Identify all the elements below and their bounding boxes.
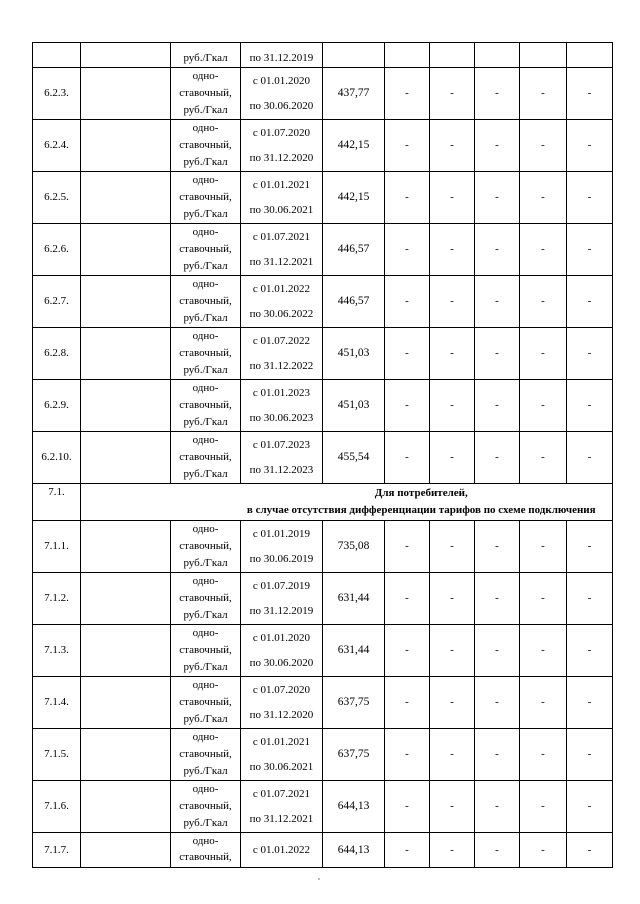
period-cell: [241, 625, 323, 677]
dash-cell: -: [430, 573, 475, 625]
tariff-type-line: ставочный,: [179, 644, 232, 656]
dash-cell: -: [567, 432, 613, 484]
period-cell: [241, 521, 323, 573]
dash-cell: -: [567, 625, 613, 677]
tariff-value: 631,44: [323, 573, 385, 625]
period-end: по 30.06.2020: [249, 100, 314, 112]
tariff-value: 442,15: [323, 120, 385, 172]
period-cell: [241, 432, 323, 484]
tariff-unit: руб./Гкал: [183, 416, 228, 428]
period-end: по 30.06.2021: [249, 761, 314, 773]
dash-cell: -: [430, 781, 475, 833]
tariff-unit: руб./Гкал: [183, 208, 228, 220]
tariff-type: [171, 625, 241, 677]
period-cell: [241, 729, 323, 781]
period-start: с 01.01.2022: [252, 283, 311, 295]
tariff-type-line: ставочный,: [179, 748, 232, 760]
period-start: с 01.07.2023: [252, 439, 311, 451]
period-start: с 01.01.2020: [252, 632, 311, 644]
tariff-type-line: ставочный,: [179, 696, 232, 708]
group-header: [33, 484, 613, 521]
dash-cell: -: [475, 172, 520, 224]
empty-cell: [81, 224, 171, 276]
dash-cell: -: [567, 172, 613, 224]
tariff-unit: руб./Гкал: [183, 312, 228, 324]
tariff-type-line: ставочный,: [179, 191, 232, 203]
tariff-type-line: одно-: [192, 226, 219, 238]
tariff-type-line: одно-: [192, 523, 219, 535]
period-end: по 30.06.2023: [249, 412, 314, 424]
tariff-type-line: одно-: [192, 70, 219, 82]
tariff-type-line: одно-: [192, 783, 219, 795]
dash-cell: -: [475, 521, 520, 573]
dash-cell: -: [520, 276, 567, 328]
table-row: [33, 729, 613, 781]
dash-cell: -: [430, 328, 475, 380]
dash-cell: -: [475, 781, 520, 833]
tariff-unit: руб./Гкал: [183, 817, 228, 829]
tariff-type-line: одно-: [192, 278, 219, 290]
dash-cell: -: [567, 677, 613, 729]
table-row: [33, 625, 613, 677]
tariff-type: [171, 328, 241, 380]
tariff-type-line: одно-: [192, 382, 219, 394]
tariff-unit: руб./Гкал: [183, 260, 228, 272]
group-num: 7.1.: [33, 484, 81, 521]
tariff-type-line: одно-: [192, 679, 219, 691]
tariff-type-line: ставочный,: [179, 800, 232, 812]
dash-cell: -: [520, 172, 567, 224]
dash-cell: -: [475, 380, 520, 432]
dash-cell: -: [520, 380, 567, 432]
dash-cell: -: [385, 781, 430, 833]
period-start: с 01.01.2020: [252, 75, 311, 87]
tariff-value: 637,75: [323, 677, 385, 729]
table-row: [33, 276, 613, 328]
table-row: [33, 833, 613, 868]
tariff-type-line: ставочный,: [179, 295, 232, 307]
dash-cell: -: [567, 833, 613, 868]
row-number: 7.1.1.: [33, 521, 81, 573]
empty-cell: [81, 276, 171, 328]
dash-cell: -: [475, 729, 520, 781]
group-title-line2: в случае отсутствия дифференциации тарифов по схеме подключения: [246, 504, 596, 516]
period-cell: [241, 380, 323, 432]
period-start: с 01.01.2019: [252, 528, 311, 540]
period-end: по 31.12.2021: [249, 813, 314, 825]
tariff-type: [171, 224, 241, 276]
tariff-unit: руб./Гкал: [183, 468, 228, 480]
num-cell: [33, 43, 81, 68]
table-row: [33, 68, 613, 120]
table-row: [33, 573, 613, 625]
empty-cell: [81, 625, 171, 677]
dash-cell: -: [520, 328, 567, 380]
tariff-type: [171, 677, 241, 729]
dash-cell: -: [385, 677, 430, 729]
dash-cell: [567, 43, 613, 68]
dash-cell: -: [385, 573, 430, 625]
period-end: по 30.06.2020: [249, 657, 314, 669]
dash-cell: -: [475, 625, 520, 677]
tariff-value: 451,03: [323, 380, 385, 432]
dash-cell: -: [385, 521, 430, 573]
period-end: по 31.12.2019: [249, 605, 314, 617]
dash-cell: -: [520, 729, 567, 781]
row-number: 7.1.7.: [33, 833, 81, 868]
dash-cell: -: [475, 276, 520, 328]
period-start: с 01.07.2022: [252, 335, 311, 347]
dash-cell: -: [430, 729, 475, 781]
row-number: 6.2.5.: [33, 172, 81, 224]
dash-cell: -: [475, 833, 520, 868]
dash-cell: -: [567, 68, 613, 120]
period-end: по 30.06.2019: [249, 553, 314, 565]
dash-cell: -: [430, 120, 475, 172]
tariff-type-line: ставочный,: [179, 451, 232, 463]
empty-cell: [81, 328, 171, 380]
dash-cell: -: [385, 172, 430, 224]
empty-cell: [81, 729, 171, 781]
group-title-line1: Для потребителей,: [374, 487, 468, 499]
row-number: 7.1.2.: [33, 573, 81, 625]
value-cell: [323, 43, 385, 68]
period-cell: [241, 573, 323, 625]
group-row: [33, 484, 613, 521]
dash-cell: -: [520, 781, 567, 833]
period-end: по 30.06.2021: [249, 204, 314, 216]
group-title: [171, 484, 613, 521]
period-start: с 01.01.2023: [252, 387, 311, 399]
period-start: с 01.07.2020: [252, 684, 311, 696]
dash-cell: -: [385, 68, 430, 120]
dash-cell: -: [520, 224, 567, 276]
row-number: 7.1.6.: [33, 781, 81, 833]
tariff-type: [171, 380, 241, 432]
dash-cell: -: [567, 521, 613, 573]
empty-cell: [81, 68, 171, 120]
dash-cell: -: [520, 573, 567, 625]
row-number: 6.2.9.: [33, 380, 81, 432]
tariff-type-line: одно-: [192, 434, 219, 446]
tariff-type-line: одно-: [192, 122, 219, 134]
unit-cell: руб./Гкал: [171, 43, 241, 68]
dash-cell: -: [385, 432, 430, 484]
dash-cell: [520, 43, 567, 68]
table-row: [33, 120, 613, 172]
tariff-type-line: ставочный,: [179, 139, 232, 151]
empty-cell: [81, 677, 171, 729]
tariff-value: 446,57: [323, 276, 385, 328]
tariff-unit: руб./Гкал: [183, 661, 228, 673]
dash-cell: -: [567, 276, 613, 328]
period-cell: с 01.01.2022: [241, 833, 323, 868]
period-cell: [241, 328, 323, 380]
period-start: с 01.07.2020: [252, 127, 311, 139]
tariff-type-line: ставочный,: [179, 87, 232, 99]
tariff-type-line: ставочный,: [179, 540, 232, 552]
tariff-type: [171, 729, 241, 781]
tariff-unit: руб./Гкал: [183, 156, 228, 168]
dash-cell: -: [475, 573, 520, 625]
dash-cell: -: [430, 380, 475, 432]
tariff-type-line: ставочный,: [179, 592, 232, 604]
period-end: по 31.12.2022: [249, 360, 314, 372]
dash-cell: -: [567, 573, 613, 625]
dash-cell: -: [385, 729, 430, 781]
tariff-type-line: ставочный,: [179, 243, 232, 255]
tariff-type-line: одно-: [192, 174, 219, 186]
tariff-type-line: одно-: [192, 731, 219, 743]
tariff-type: [171, 120, 241, 172]
dash-cell: -: [475, 328, 520, 380]
table-row: [33, 224, 613, 276]
table-row: [33, 781, 613, 833]
tariff-value: 644,13: [323, 781, 385, 833]
tariff-value: 644,13: [323, 833, 385, 868]
tariff-value: 442,15: [323, 172, 385, 224]
dash-cell: [385, 43, 430, 68]
dash-cell: -: [385, 328, 430, 380]
period-end: по 31.12.2020: [249, 709, 314, 721]
dash-cell: -: [430, 677, 475, 729]
empty-cell: [81, 380, 171, 432]
period-end: по 30.06.2022: [249, 308, 314, 320]
tariff-type: [171, 781, 241, 833]
table-row: [33, 521, 613, 573]
period-start: с 01.07.2021: [252, 231, 311, 243]
dash-cell: -: [520, 625, 567, 677]
period-end: по 31.12.2020: [249, 152, 314, 164]
scan-speck: [318, 878, 320, 880]
dash-cell: -: [430, 68, 475, 120]
empty-cell: [81, 484, 171, 521]
tariff-type-line: одно-: [192, 835, 219, 847]
tariff-unit: руб./Гкал: [183, 765, 228, 777]
row-number: 6.2.7.: [33, 276, 81, 328]
table-row: [33, 432, 613, 484]
period-end: по 31.12.2021: [249, 256, 314, 268]
table-row: [33, 172, 613, 224]
dash-cell: -: [520, 68, 567, 120]
dash-cell: -: [475, 432, 520, 484]
dash-cell: -: [385, 625, 430, 677]
tariff-table: [32, 42, 613, 868]
tariff-value: 631,44: [323, 625, 385, 677]
dash-cell: -: [520, 432, 567, 484]
row-number: 7.1.4.: [33, 677, 81, 729]
tariff-value: 451,03: [323, 328, 385, 380]
dash-cell: -: [430, 172, 475, 224]
empty-cell: [81, 120, 171, 172]
empty-cell: [81, 781, 171, 833]
row-number: 6.2.6.: [33, 224, 81, 276]
period-cell: [241, 172, 323, 224]
period-start: с 01.01.2021: [252, 736, 311, 748]
dash-cell: -: [567, 729, 613, 781]
tariff-value: 446,57: [323, 224, 385, 276]
dash-cell: -: [475, 677, 520, 729]
dash-cell: [430, 43, 475, 68]
tariff-type-line: ставочный,: [179, 851, 232, 863]
tariff-unit: руб./Гкал: [183, 609, 228, 621]
tariff-type: [171, 276, 241, 328]
empty-cell: [81, 43, 171, 68]
dash-cell: -: [385, 224, 430, 276]
tariff-type-line: одно-: [192, 575, 219, 587]
period-cell: [241, 276, 323, 328]
tariff-type-line: ставочный,: [179, 399, 232, 411]
tariff-unit: руб./Гкал: [183, 104, 228, 116]
table-body-last: [33, 833, 613, 868]
empty-cell: [81, 521, 171, 573]
period-start: с 01.07.2021: [252, 788, 311, 800]
empty-cell: [81, 833, 171, 868]
tariff-type-line: одно-: [192, 627, 219, 639]
table-row: [33, 380, 613, 432]
dash-cell: -: [520, 120, 567, 172]
tariff-type-line: одно-: [192, 330, 219, 342]
dash-cell: -: [567, 224, 613, 276]
row-number: 6.2.3.: [33, 68, 81, 120]
empty-cell: [81, 172, 171, 224]
tariff-type: [171, 68, 241, 120]
dash-cell: -: [567, 380, 613, 432]
tariff-unit: руб./Гкал: [183, 557, 228, 569]
tariff-type: [171, 573, 241, 625]
dash-cell: -: [385, 120, 430, 172]
row-number: 6.2.4.: [33, 120, 81, 172]
empty-cell: [81, 432, 171, 484]
period-cell: [241, 224, 323, 276]
dash-cell: -: [475, 224, 520, 276]
dash-cell: -: [430, 276, 475, 328]
dash-cell: [475, 43, 520, 68]
dash-cell: -: [520, 677, 567, 729]
dash-cell: -: [520, 521, 567, 573]
dash-cell: -: [430, 521, 475, 573]
dash-cell: -: [430, 432, 475, 484]
period-cell: [241, 677, 323, 729]
tariff-type: [171, 172, 241, 224]
tariff-type-line: ставочный,: [179, 347, 232, 359]
tariff-value: 437,77: [323, 68, 385, 120]
tariff-unit: руб./Гкал: [183, 364, 228, 376]
dash-cell: -: [520, 833, 567, 868]
tariff-unit: руб./Гкал: [183, 713, 228, 725]
dash-cell: -: [385, 380, 430, 432]
dash-cell: -: [567, 120, 613, 172]
table-row: [33, 328, 613, 380]
table-row-continued: [33, 43, 613, 68]
row-number: 6.2.8.: [33, 328, 81, 380]
period-cell: [241, 120, 323, 172]
period-cell: [241, 781, 323, 833]
tariff-value: 735,08: [323, 521, 385, 573]
dash-cell: -: [475, 120, 520, 172]
dash-cell: -: [430, 625, 475, 677]
table-body-lower: [33, 521, 613, 833]
row-number: 6.2.10.: [33, 432, 81, 484]
tariff-type: [171, 833, 241, 868]
row-number: 7.1.3.: [33, 625, 81, 677]
dash-cell: -: [430, 224, 475, 276]
tariff-value: 455,54: [323, 432, 385, 484]
dash-cell: -: [567, 328, 613, 380]
period-cell: по 31.12.2019: [241, 43, 323, 68]
period-start: с 01.01.2021: [252, 179, 311, 191]
dash-cell: -: [475, 68, 520, 120]
row-number: 7.1.5.: [33, 729, 81, 781]
tariff-type: [171, 521, 241, 573]
table-row: [33, 677, 613, 729]
period-start: с 01.07.2019: [252, 580, 311, 592]
dash-cell: -: [385, 276, 430, 328]
empty-cell: [81, 573, 171, 625]
tariff-type: [171, 432, 241, 484]
table-body-upper: [33, 43, 613, 484]
dash-cell: -: [385, 833, 430, 868]
dash-cell: -: [430, 833, 475, 868]
tariff-value: 637,75: [323, 729, 385, 781]
dash-cell: -: [567, 781, 613, 833]
period-end: по 31.12.2023: [249, 464, 314, 476]
period-cell: [241, 68, 323, 120]
